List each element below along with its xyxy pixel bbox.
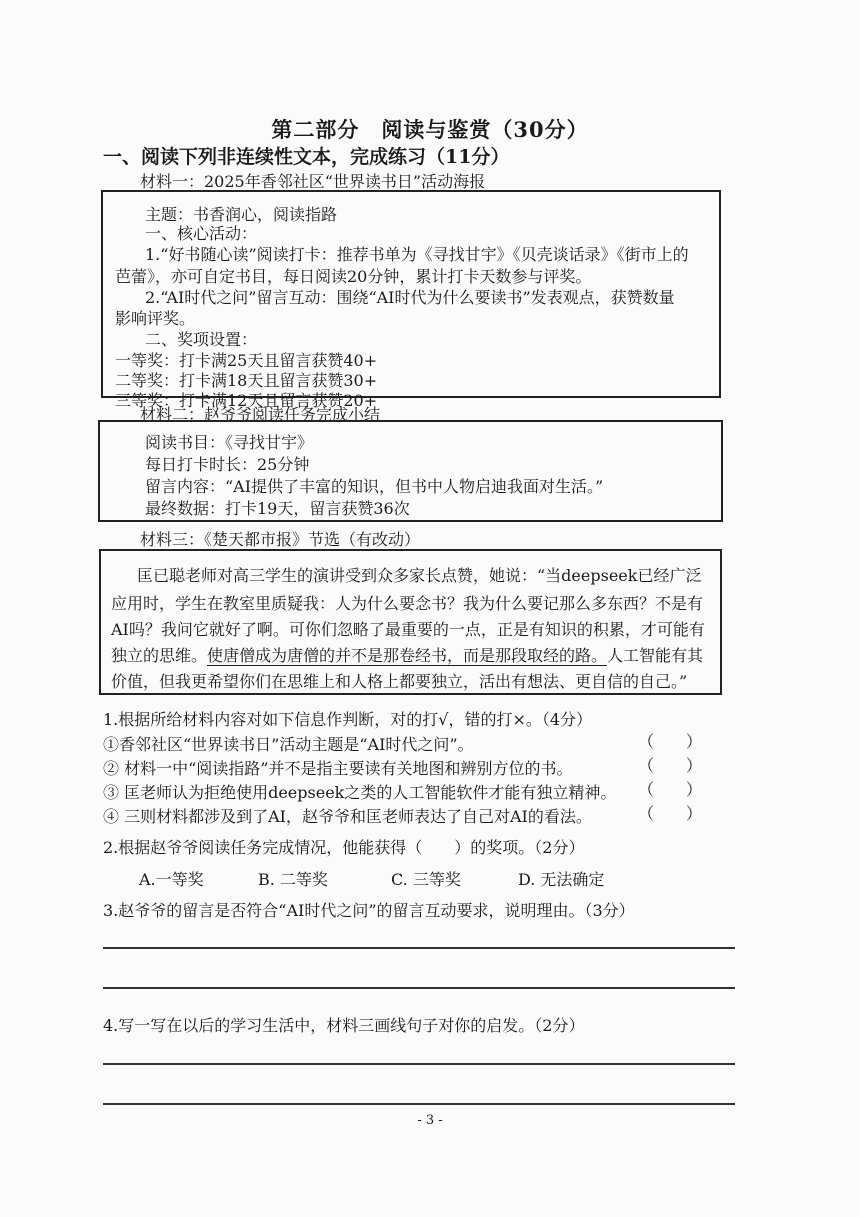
material1-line: 一、核心活动：: [145, 224, 258, 243]
material1-line: 二、奖项设置：: [145, 330, 258, 349]
page-number: - 3 -: [417, 1113, 443, 1128]
material3-text: 独立的思维。: [111, 646, 208, 665]
page-title: 第二部分 阅读与鉴赏（30分）: [271, 117, 589, 142]
option-b[interactable]: B. 二等奖: [258, 870, 328, 889]
material1-line: 1.“好书随心读”阅读打卡：推荐书单为《寻找甘宇》《贝壳谈话录》《街市上的: [145, 245, 689, 264]
answer-blank[interactable]: （ ）: [638, 780, 703, 799]
material3-line: AI吗？我问它就好了啊。可你们忽略了最重要的一点，正是有知识的积累，才可能有: [111, 620, 705, 639]
material3-line: 应用时，学生在教室里质疑我：人为什么要念书？我为什么要记那么多东西？不是有: [111, 594, 704, 613]
question4-stem: 4.写一写在以后的学习生活中，材料三画线句子对你的启发。（2分）: [103, 1016, 585, 1035]
material2-line: 最终数据：打卡19天，留言获赞36次: [145, 499, 410, 518]
material2-box: [98, 420, 723, 522]
question1-item: ② 材料一中“阅读指路”并不是指主要读有关地图和辨别方位的书。: [103, 759, 573, 778]
material3-label: 材料三：《楚天都市报》节选（有改动）: [140, 530, 421, 549]
material1-line: 主题：书香润心，阅读指路: [145, 205, 338, 224]
material2-label: 材料二：赵爷爷阅读任务完成小结: [140, 405, 381, 424]
answer-line[interactable]: [103, 947, 735, 949]
answer-line[interactable]: [103, 1063, 735, 1065]
answer-line[interactable]: [103, 1103, 735, 1105]
section-heading: 一、阅读下列非连续性文本，完成练习（11分）: [103, 146, 510, 168]
material2-line: 留言内容：“AI提供了丰富的知识，但书中人物启迪我面对生活。”: [145, 477, 604, 496]
material1-label: 材料一：2025年香邻社区“世界读书日”活动海报: [140, 172, 486, 191]
material1-line: 二等奖：打卡满18天且留言获赞30+: [115, 371, 378, 390]
option-d[interactable]: D. 无法确定: [518, 870, 605, 889]
question1-item: ①香邻社区“世界读书日”活动主题是“AI时代之问”。: [103, 735, 474, 754]
material1-line: 2.“AI时代之问”留言互动：围绕“AI时代为什么要读书”发表观点，获赞数量: [145, 288, 675, 307]
material1-line: 三等奖：打卡满12天且留言获赞20+: [115, 391, 378, 410]
answer-blank[interactable]: （ ）: [638, 756, 703, 775]
material3-box: [99, 549, 722, 695]
material3-line: 匡已聪老师对高三学生的演讲受到众多家长点赞，她说：“当deepseek已经广泛: [137, 566, 702, 585]
material1-line: 芭蕾》，亦可自定书目，每日阅读20分钟，累计打卡天数参与评奖。: [115, 267, 592, 286]
material2-line: 每日打卡时长：25分钟: [145, 455, 310, 474]
answer-blank[interactable]: （ ）: [638, 732, 703, 751]
material1-line: 一等奖：打卡满25天且留言获赞40+: [115, 351, 378, 370]
question1-item: ③ 匡老师认为拒绝使用deepseek之类的人工智能软件才能有独立精神。: [103, 783, 617, 802]
question1-stem: 1.根据所给材料内容对如下信息作判断，对的打√，错的打×。（4分）: [103, 710, 593, 729]
material1-box: [101, 190, 721, 410]
question3-stem: 3.赵爷爷的留言是否符合“AI时代之问”的留言互动要求，说明理由。（3分）: [103, 901, 635, 920]
material3-text: 人工智能有其: [607, 646, 704, 665]
underlined-sentence: 使唐僧成为唐僧的并不是那卷经书，而是那段取经的路。: [207, 646, 608, 665]
material1-line: 影响评奖。: [115, 309, 196, 328]
question2-stem: 2.根据赵爷爷阅读任务完成情况，他能获得（ ）的奖项。（2分）: [103, 838, 585, 857]
material2-line: 阅读书目：《寻找甘宇》: [145, 433, 314, 452]
option-c[interactable]: C. 三等奖: [391, 870, 461, 889]
answer-line[interactable]: [103, 987, 735, 989]
material3-line: 价值，但我更希望你们在思维上和人格上都要独立，活出有想法、更自信的自己。”: [111, 672, 688, 691]
answer-blank[interactable]: （ ）: [638, 804, 703, 823]
question1-item: ④ 三则材料都涉及到了AI，赵爷爷和匡老师表达了自己对AI的看法。: [103, 807, 592, 826]
material3-line: [111, 643, 703, 666]
option-a[interactable]: A.一等奖: [139, 870, 204, 889]
